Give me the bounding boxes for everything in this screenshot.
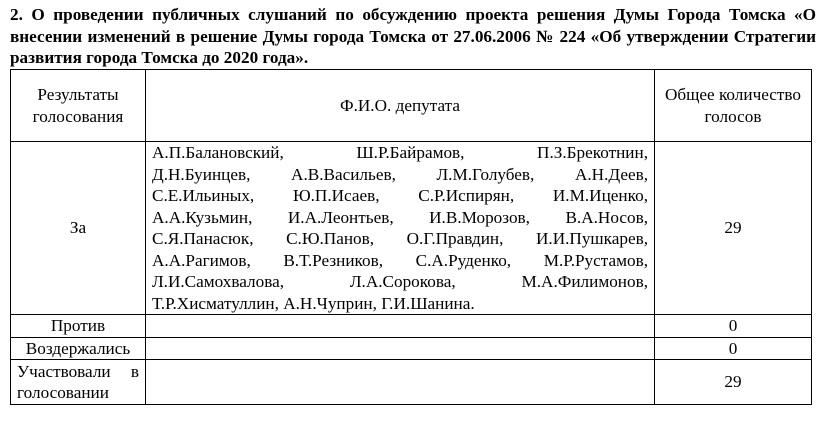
deputies-line: А.А.Рагимов, В.Т.Резников, С.А.Руденко, М.Р.Рустамов, bbox=[152, 250, 648, 270]
deputies-line: С.Я.Панасюк, С.Ю.Панов, О.Г.Правдин, И.И.Пушкарев, bbox=[152, 229, 648, 248]
result-cell: Участвовали в голосовании bbox=[11, 360, 146, 405]
table-row-against bbox=[11, 315, 812, 338]
table-header-row bbox=[11, 70, 812, 142]
header-names: Ф.И.О. депутата bbox=[146, 70, 655, 142]
deputies-list bbox=[146, 360, 655, 405]
deputies-line: Т.Р.Хисматуллин, А.Н.Чуприн, Г.И.Шанина. bbox=[152, 293, 475, 313]
total-cell: 29 bbox=[655, 360, 812, 405]
deputies-list bbox=[146, 142, 655, 315]
result-cell: За bbox=[11, 142, 146, 315]
total-cell: 29 bbox=[655, 142, 812, 315]
total-cell: 0 bbox=[655, 337, 812, 360]
deputies-line: А.А.Кузьмин, И.А.Леонтьев, И.В.Морозов, В.А.Носов, bbox=[152, 207, 648, 227]
deputies-line: Л.И.Самохвалова, Л.А.Сорокова, М.А.Филимонов, bbox=[152, 272, 648, 291]
deputies-line: Д.Н.Буинцев, А.В.Васильев, Л.М.Голубев, А.Н.Деев, bbox=[152, 164, 648, 184]
total-cell: 0 bbox=[655, 315, 812, 338]
table-row-abstained bbox=[11, 337, 812, 360]
voting-results-table bbox=[10, 69, 812, 405]
deputies-list bbox=[146, 315, 655, 338]
table-row-participated bbox=[11, 360, 812, 405]
deputies-line: А.П.Балановский, Ш.Р.Байрамов, П.З.Брекотнин, bbox=[152, 143, 648, 162]
table-row-for bbox=[11, 142, 812, 315]
header-result: Результаты голосования bbox=[11, 70, 146, 142]
header-total: Общее количество голосов bbox=[655, 70, 812, 142]
deputies-line: С.Е.Ильиных, Ю.П.Исаев, С.Р.Испирян, И.М.Иценко, bbox=[152, 186, 648, 205]
result-cell: Против bbox=[11, 315, 146, 338]
deputies-list bbox=[146, 337, 655, 360]
section-heading: 2. О проведении публичных слушаний по обсуждению проекта решения Думы Города Томска «О внесении изменений в решение Думы города Томска от 27.06.2006 № 224 «Об утверждении Стратегии развития города Томска до 2020 года». bbox=[10, 5, 816, 67]
result-cell: Воздержались bbox=[11, 337, 146, 360]
